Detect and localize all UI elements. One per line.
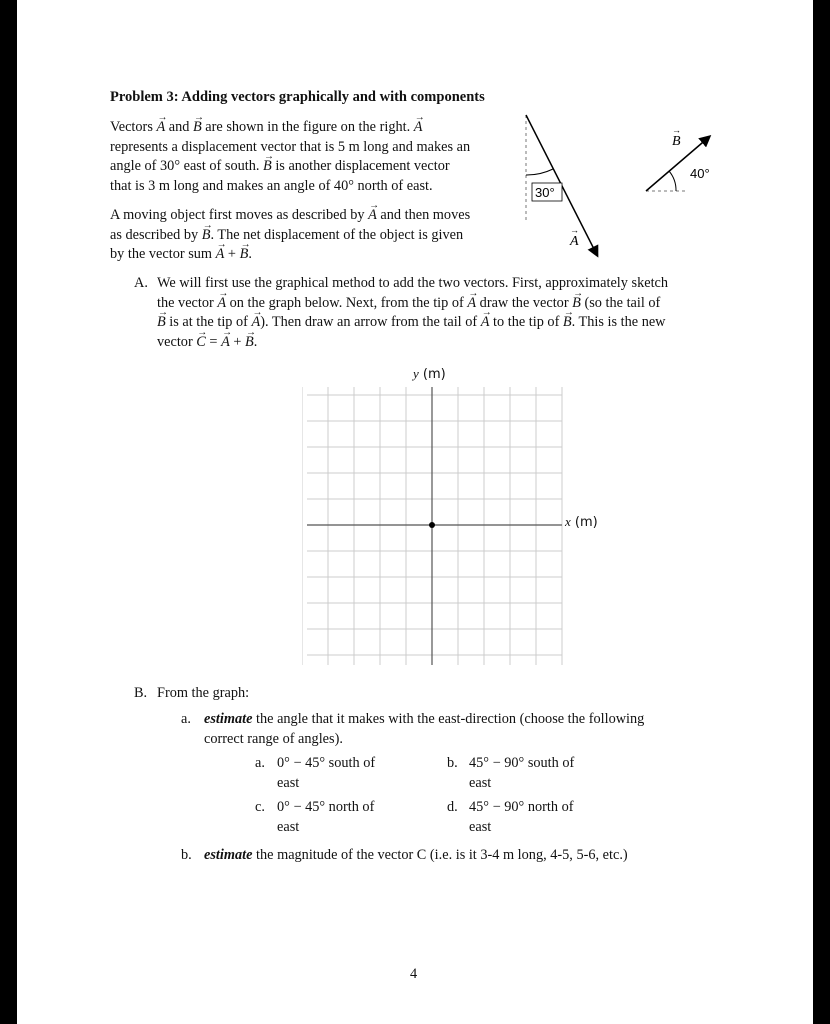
part-a-line-2: the vector → A on the graph below. Next, from the tip of → A draw the vector → B (so the tail of	[157, 294, 668, 314]
option-c-line-1: 0° − 45° north of	[277, 799, 375, 815]
part-b-heading: From the graph:	[157, 685, 250, 701]
option-c-letter: c.	[255, 799, 265, 815]
intro-line-1: Vectors → A and → B are shown in the figure on the right. → A	[110, 118, 470, 138]
intro-paragraph	[110, 118, 470, 196]
option-c-line-2: east	[277, 818, 300, 835]
motion-line-3: by the vector sum → A + → B.	[110, 245, 470, 265]
option-a-line-1: 0° − 45° south of	[277, 755, 376, 771]
option-d-letter: d.	[447, 799, 458, 815]
y-axis-unit: (m)	[422, 367, 446, 382]
vector-b-arrow-accent: →	[672, 125, 681, 135]
question-b-rest: the magnitude of the vector C (i.e. is it 3-4 m long, 4-5, 5-6, etc.)	[252, 847, 628, 863]
question-a-line-1	[204, 710, 644, 730]
option-b-line-2: east	[469, 774, 492, 791]
vector-a-label: A	[570, 234, 579, 249]
x-axis-var: x	[565, 514, 571, 529]
option-a-line-2: east	[277, 774, 300, 791]
question-b-letter: b.	[181, 847, 192, 863]
angle-b-label: 40°	[690, 166, 710, 181]
question-a-line-2: correct range of angles).	[204, 730, 343, 747]
angle-arc-b	[669, 171, 676, 191]
motion-paragraph	[110, 206, 470, 265]
question-a-letter: a.	[181, 711, 191, 727]
motion-line-2: as described by → B. The net displacement of the object is given	[110, 226, 470, 246]
part-a-line-3: → B is at the tip of → A). Then draw an arrow from the tail of → A to the tip of → B. This is the new	[157, 313, 668, 333]
vector-a-arrow-accent: →	[570, 225, 579, 235]
angle-arc-a	[526, 169, 553, 175]
vector-figure	[512, 105, 722, 265]
intro-line-2: represents a displacement vector that is 5 m long and makes an	[110, 138, 471, 155]
question-a-bold: estimate	[204, 711, 253, 727]
option-a[interactable]	[277, 754, 375, 793]
part-b-letter: B.	[134, 685, 148, 701]
vector-b-label: B	[672, 134, 681, 149]
graph-grid[interactable]	[302, 385, 564, 667]
option-d-line-2: east	[469, 818, 492, 835]
intro-line-3: angle of 30° east of south. → B is another displacement vector	[110, 157, 470, 177]
option-b[interactable]	[469, 754, 574, 793]
page-number: 4	[410, 966, 418, 982]
option-b-letter: b.	[447, 755, 458, 771]
part-a-letter: A.	[134, 275, 148, 291]
angle-a-label: 30°	[535, 185, 555, 200]
option-a-letter: a.	[255, 755, 265, 771]
part-a-text	[157, 274, 668, 352]
origin-point	[429, 522, 435, 528]
option-d-line-1: 45° − 90° north of	[469, 799, 574, 815]
question-a-text	[204, 710, 644, 749]
y-axis-label	[413, 366, 446, 382]
part-a-line-1: We will first use the graphical method to add the two vectors. First, approximately sketch	[157, 275, 669, 291]
part-a-line-4: vector → C = → A + → B.	[157, 333, 668, 353]
x-axis-unit: (m)	[574, 515, 598, 530]
motion-line-1: A moving object first moves as described by → A and then moves	[110, 206, 470, 226]
option-d[interactable]	[469, 798, 573, 837]
problem-title: Problem 3: Adding vectors graphically and with components	[110, 89, 485, 105]
question-a-rest-1: the angle that it makes with the east-direction (choose the following	[252, 711, 645, 727]
y-axis-var: y	[413, 366, 419, 381]
question-b-bold: estimate	[204, 847, 253, 863]
x-axis-label	[565, 514, 598, 530]
option-b-line-1: 45° − 90° south of	[469, 755, 575, 771]
document-page	[17, 0, 813, 1024]
intro-line-4: that is 3 m long and makes an angle of 40° north of east.	[110, 177, 433, 194]
question-b-text	[204, 846, 628, 866]
option-c[interactable]	[277, 798, 374, 837]
